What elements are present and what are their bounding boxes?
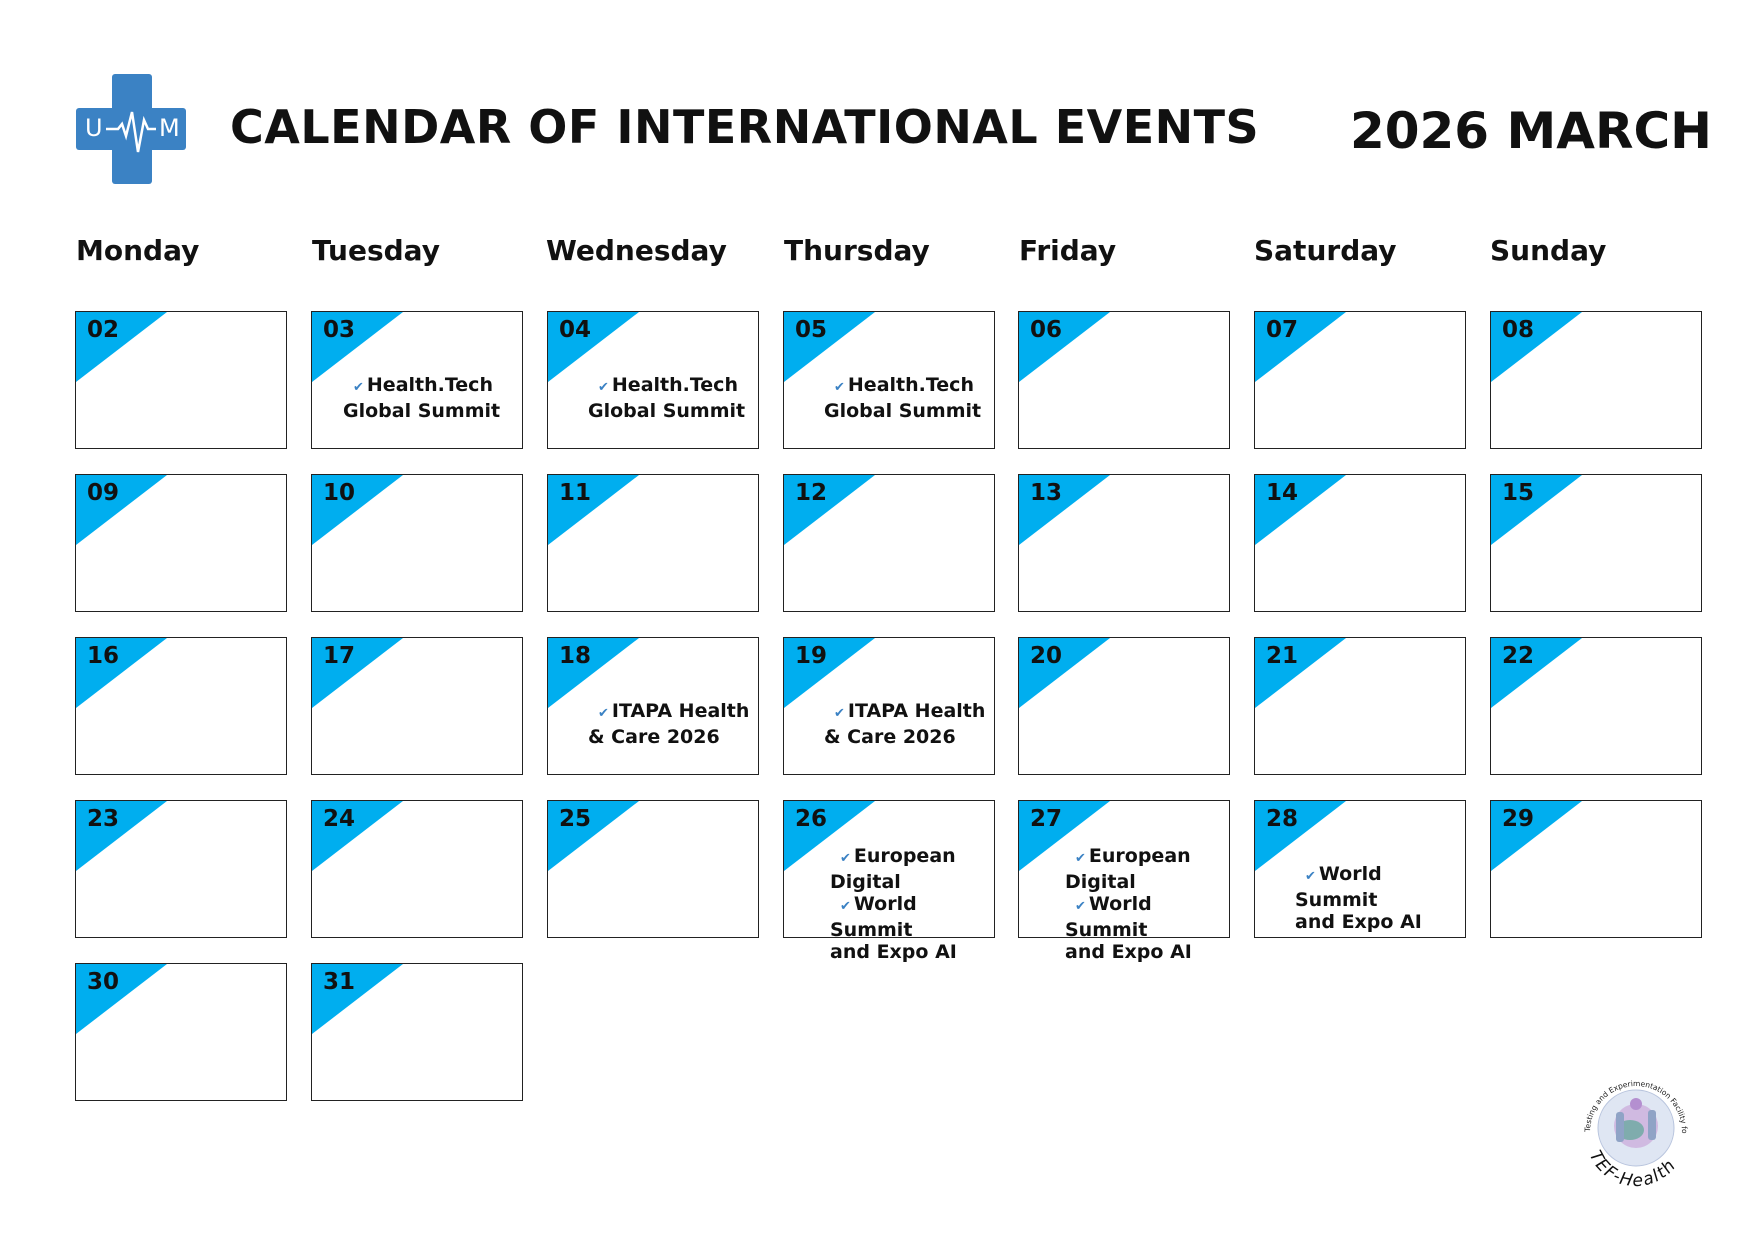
event-list — [1019, 845, 1229, 964]
day-number: 13 — [1030, 480, 1063, 506]
day-cell-13[interactable] — [1018, 474, 1230, 612]
event-title-line: World Summit — [830, 893, 917, 941]
day-cell-29[interactable] — [1490, 800, 1702, 938]
day-cell-21[interactable] — [1254, 637, 1466, 775]
weekday-friday: Friday — [1019, 234, 1117, 267]
day-number: 26 — [795, 806, 828, 832]
day-cell-20[interactable] — [1018, 637, 1230, 775]
weekday-sunday: Sunday — [1490, 234, 1607, 267]
day-number: 31 — [323, 969, 356, 995]
event-item[interactable] — [343, 374, 522, 422]
day-number: 22 — [1502, 643, 1535, 669]
event-title-line: ITAPA Health — [847, 700, 986, 722]
event-title-line: World Summit — [1065, 893, 1152, 941]
day-number: 21 — [1266, 643, 1299, 669]
event-list — [784, 845, 994, 964]
day-number: 23 — [87, 806, 120, 832]
checkmark-icon: ✔ — [1305, 869, 1316, 884]
event-title-line: & Care 2026 — [824, 725, 956, 748]
event-title-line: & Care 2026 — [588, 725, 720, 748]
day-cell-07[interactable] — [1254, 311, 1466, 449]
tef-name-text: TEF-Health — [1584, 1147, 1681, 1192]
event-list — [784, 700, 994, 748]
event-title-line: and Expo AI — [830, 941, 957, 963]
event-item[interactable] — [824, 374, 994, 422]
um-logo — [76, 74, 186, 184]
day-cell-09[interactable] — [75, 474, 287, 612]
checkmark-icon: ✔ — [1075, 899, 1086, 914]
event-item[interactable] — [1065, 845, 1229, 893]
logo-letter-u: U — [85, 114, 103, 142]
day-cell-25[interactable] — [547, 800, 759, 938]
event-list — [784, 374, 994, 422]
day-cell-04[interactable] — [547, 311, 759, 449]
weekday-saturday: Saturday — [1254, 234, 1397, 267]
day-cell-17[interactable] — [311, 637, 523, 775]
day-number: 07 — [1266, 317, 1299, 343]
event-title-line: Digital — [830, 870, 901, 893]
day-number: 30 — [87, 969, 120, 995]
event-item[interactable] — [830, 893, 994, 964]
checkmark-icon: ✔ — [834, 706, 845, 721]
day-number: 28 — [1266, 806, 1299, 832]
day-number: 27 — [1030, 806, 1063, 832]
day-number: 19 — [795, 643, 828, 669]
day-cell-15[interactable] — [1490, 474, 1702, 612]
weekday-monday: Monday — [76, 234, 200, 267]
day-number: 04 — [559, 317, 592, 343]
day-cell-28[interactable] — [1254, 800, 1466, 938]
event-title-line: Health.Tech — [847, 374, 974, 396]
event-title-line: European — [853, 845, 956, 867]
event-title-line: ITAPA Health — [611, 700, 750, 722]
tef-health-logo — [1568, 1060, 1704, 1196]
event-title-line: and Expo AI — [1295, 911, 1422, 933]
event-item[interactable] — [588, 700, 758, 748]
day-cell-08[interactable] — [1490, 311, 1702, 449]
checkmark-icon: ✔ — [353, 380, 364, 395]
day-cell-02[interactable] — [75, 311, 287, 449]
event-title-line: Global Summit — [824, 399, 982, 422]
tef-ring-text: Testing and Experimentation Facility fo — [1582, 1078, 1690, 1134]
day-cell-11[interactable] — [547, 474, 759, 612]
event-item[interactable] — [830, 845, 994, 893]
day-cell-30[interactable] — [75, 963, 287, 1101]
event-title-line: Health.Tech — [611, 374, 738, 396]
day-cell-03[interactable] — [311, 311, 523, 449]
day-cell-16[interactable] — [75, 637, 287, 775]
day-number: 20 — [1030, 643, 1063, 669]
event-item[interactable] — [1295, 863, 1465, 934]
day-number: 03 — [323, 317, 356, 343]
event-item[interactable] — [1065, 893, 1229, 964]
day-cell-26[interactable] — [783, 800, 995, 963]
checkmark-icon: ✔ — [834, 380, 845, 395]
day-cell-24[interactable] — [311, 800, 523, 938]
day-cell-14[interactable] — [1254, 474, 1466, 612]
day-number: 18 — [559, 643, 592, 669]
day-number: 02 — [87, 317, 120, 343]
day-cell-10[interactable] — [311, 474, 523, 612]
day-cell-31[interactable] — [311, 963, 523, 1101]
day-number: 14 — [1266, 480, 1299, 506]
checkmark-icon: ✔ — [598, 706, 609, 721]
day-number: 15 — [1502, 480, 1535, 506]
checkmark-icon: ✔ — [1075, 851, 1086, 866]
day-number: 06 — [1030, 317, 1063, 343]
weekday-thursday: Thursday — [784, 234, 930, 267]
event-item[interactable] — [588, 374, 758, 422]
day-cell-18[interactable] — [547, 637, 759, 775]
event-list — [312, 374, 522, 422]
day-number: 16 — [87, 643, 120, 669]
day-cell-12[interactable] — [783, 474, 995, 612]
checkmark-icon: ✔ — [598, 380, 609, 395]
checkmark-icon: ✔ — [840, 851, 851, 866]
day-number: 08 — [1502, 317, 1535, 343]
day-number: 11 — [559, 480, 592, 506]
month-label: 2026 MARCH — [1349, 102, 1712, 160]
event-title-line: World Summit — [1295, 863, 1382, 911]
checkmark-icon: ✔ — [840, 899, 851, 914]
day-number: 25 — [559, 806, 592, 832]
event-title-line: Digital — [1065, 870, 1136, 893]
day-number: 17 — [323, 643, 356, 669]
weekday-tuesday: Tuesday — [312, 234, 440, 267]
weekday-wednesday: Wednesday — [546, 234, 727, 267]
day-number: 05 — [795, 317, 828, 343]
event-item[interactable] — [824, 700, 994, 748]
event-title-line: Global Summit — [343, 399, 501, 422]
day-cell-05[interactable] — [783, 311, 995, 449]
day-cell-27[interactable] — [1018, 800, 1230, 963]
page-title: CALENDAR OF INTERNATIONAL EVENTS — [230, 100, 1260, 154]
day-cell-19[interactable] — [783, 637, 995, 775]
day-number: 29 — [1502, 806, 1535, 832]
day-number: 09 — [87, 480, 120, 506]
event-title-line: and Expo AI — [1065, 941, 1192, 963]
event-list — [1255, 863, 1465, 934]
event-title-line: Health.Tech — [366, 374, 493, 396]
event-title-line: Global Summit — [588, 399, 746, 422]
logo-letter-m: M — [159, 114, 180, 142]
day-number: 10 — [323, 480, 356, 506]
event-title-line: European — [1088, 845, 1191, 867]
day-number: 12 — [795, 480, 828, 506]
day-cell-23[interactable] — [75, 800, 287, 938]
event-list — [548, 374, 758, 422]
day-number: 24 — [323, 806, 356, 832]
event-list — [548, 700, 758, 748]
day-cell-22[interactable] — [1490, 637, 1702, 775]
day-cell-06[interactable] — [1018, 311, 1230, 449]
